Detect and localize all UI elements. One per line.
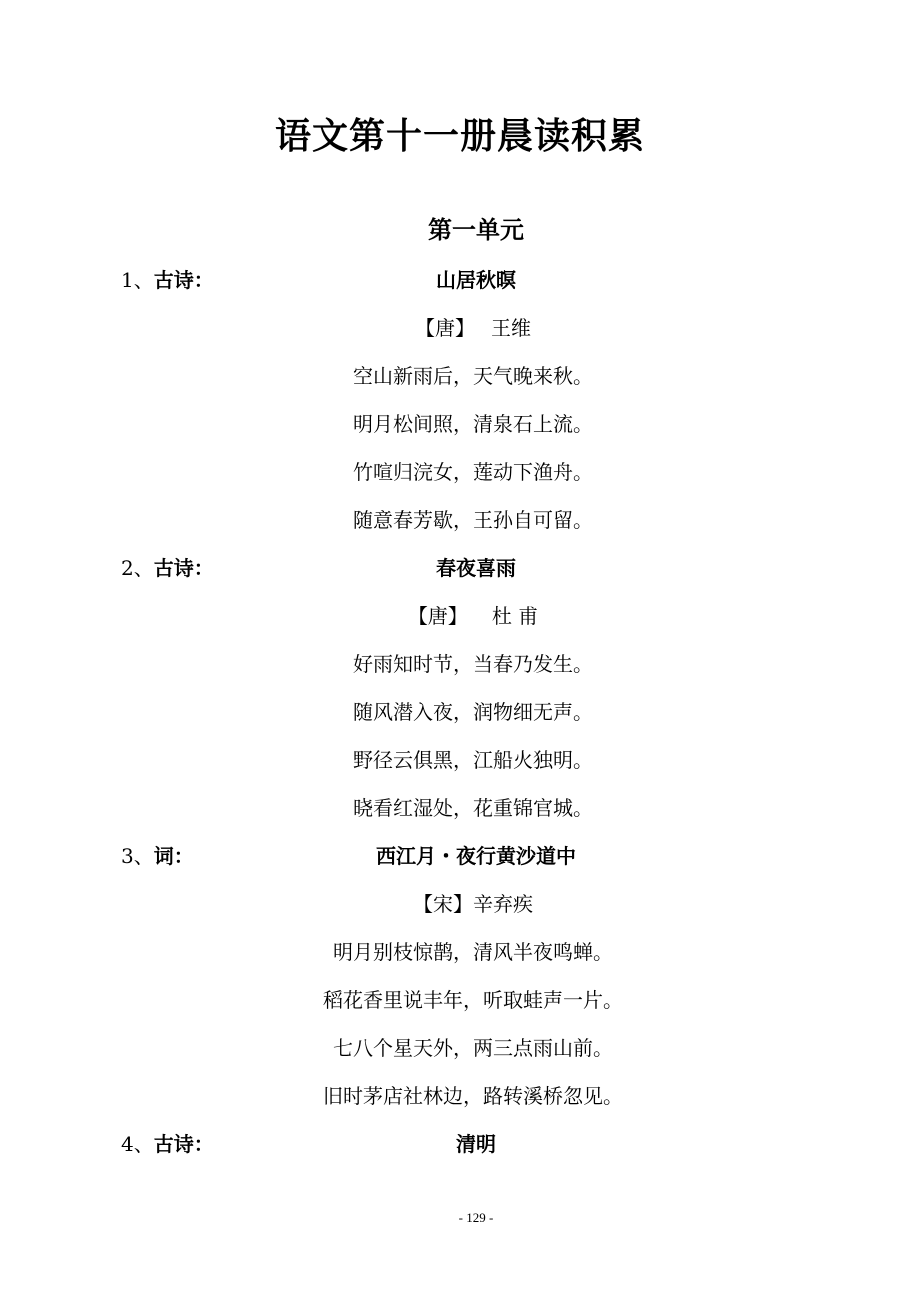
poem-type: 古诗：	[153, 1132, 214, 1156]
poem-dynasty: 【唐】	[415, 316, 475, 340]
poem-title: 清明	[456, 1132, 496, 1156]
page-title: 语文第十一册晨读积累	[274, 115, 645, 157]
poem-verse-line: 竹喧归浣女，莲动下渔舟。	[353, 460, 593, 484]
poem-type: 古诗：	[153, 556, 214, 580]
poem-dynasty: 【唐】	[407, 604, 468, 628]
poem-author-line	[0, 304, 920, 352]
poem-verse-line: 旧时茅店社林边，路转溪桥忽见。	[323, 1084, 623, 1108]
poem-verse-line: 野径云俱黑，江船火独明。	[353, 748, 593, 772]
poem-verse-line: 空山新雨后，天气晚来秋。	[353, 364, 593, 388]
poem-verse-line: 随风潜入夜，润物细无声。	[353, 700, 593, 724]
poem-verse-line: 随意春芳歇，王孙自可留。	[353, 508, 593, 532]
poem-number: 2、	[121, 556, 154, 580]
poem-header	[0, 544, 920, 592]
poem-verse-line: 好雨知时节，当春乃发生。	[353, 652, 593, 676]
poem-author-line	[0, 880, 920, 928]
poem-author-line	[0, 592, 920, 640]
poem-title: 西江月・夜行黄沙道中	[376, 844, 576, 868]
poem-type: 古诗：	[153, 268, 214, 292]
poem-number: 1、	[121, 268, 154, 292]
poem-header	[0, 1120, 920, 1168]
poem-header	[0, 832, 920, 880]
poem-number: 4、	[121, 1132, 154, 1156]
unit-heading: 第一单元	[428, 215, 524, 244]
poem-author: 王维	[491, 316, 531, 340]
poem-verse-line: 明月松间照，清泉石上流。	[353, 412, 593, 436]
poem-title: 春夜喜雨	[436, 556, 516, 580]
poem-verse-line: 明月别枝惊鹊，清风半夜鸣蝉。	[333, 940, 613, 964]
poem-verse-line: 七八个星天外，两三点雨山前。	[333, 1036, 613, 1060]
poem-number: 3、	[121, 844, 154, 868]
poem-type: 词：	[153, 844, 194, 868]
poem-title: 山居秋暝	[436, 268, 516, 292]
poem-verse-line: 晓看红湿处，花重锦官城。	[353, 796, 593, 820]
poem-dynasty: 【宋】	[413, 892, 473, 916]
poem-author: 杜 甫	[491, 604, 539, 628]
poem-list	[0, 256, 920, 1168]
poem-header	[0, 256, 920, 304]
page-number: - 129 -	[458, 1210, 494, 1225]
poem-verse-line: 稻花香里说丰年，听取蛙声一片。	[323, 988, 623, 1012]
poem-author: 辛弃疾	[473, 892, 533, 916]
